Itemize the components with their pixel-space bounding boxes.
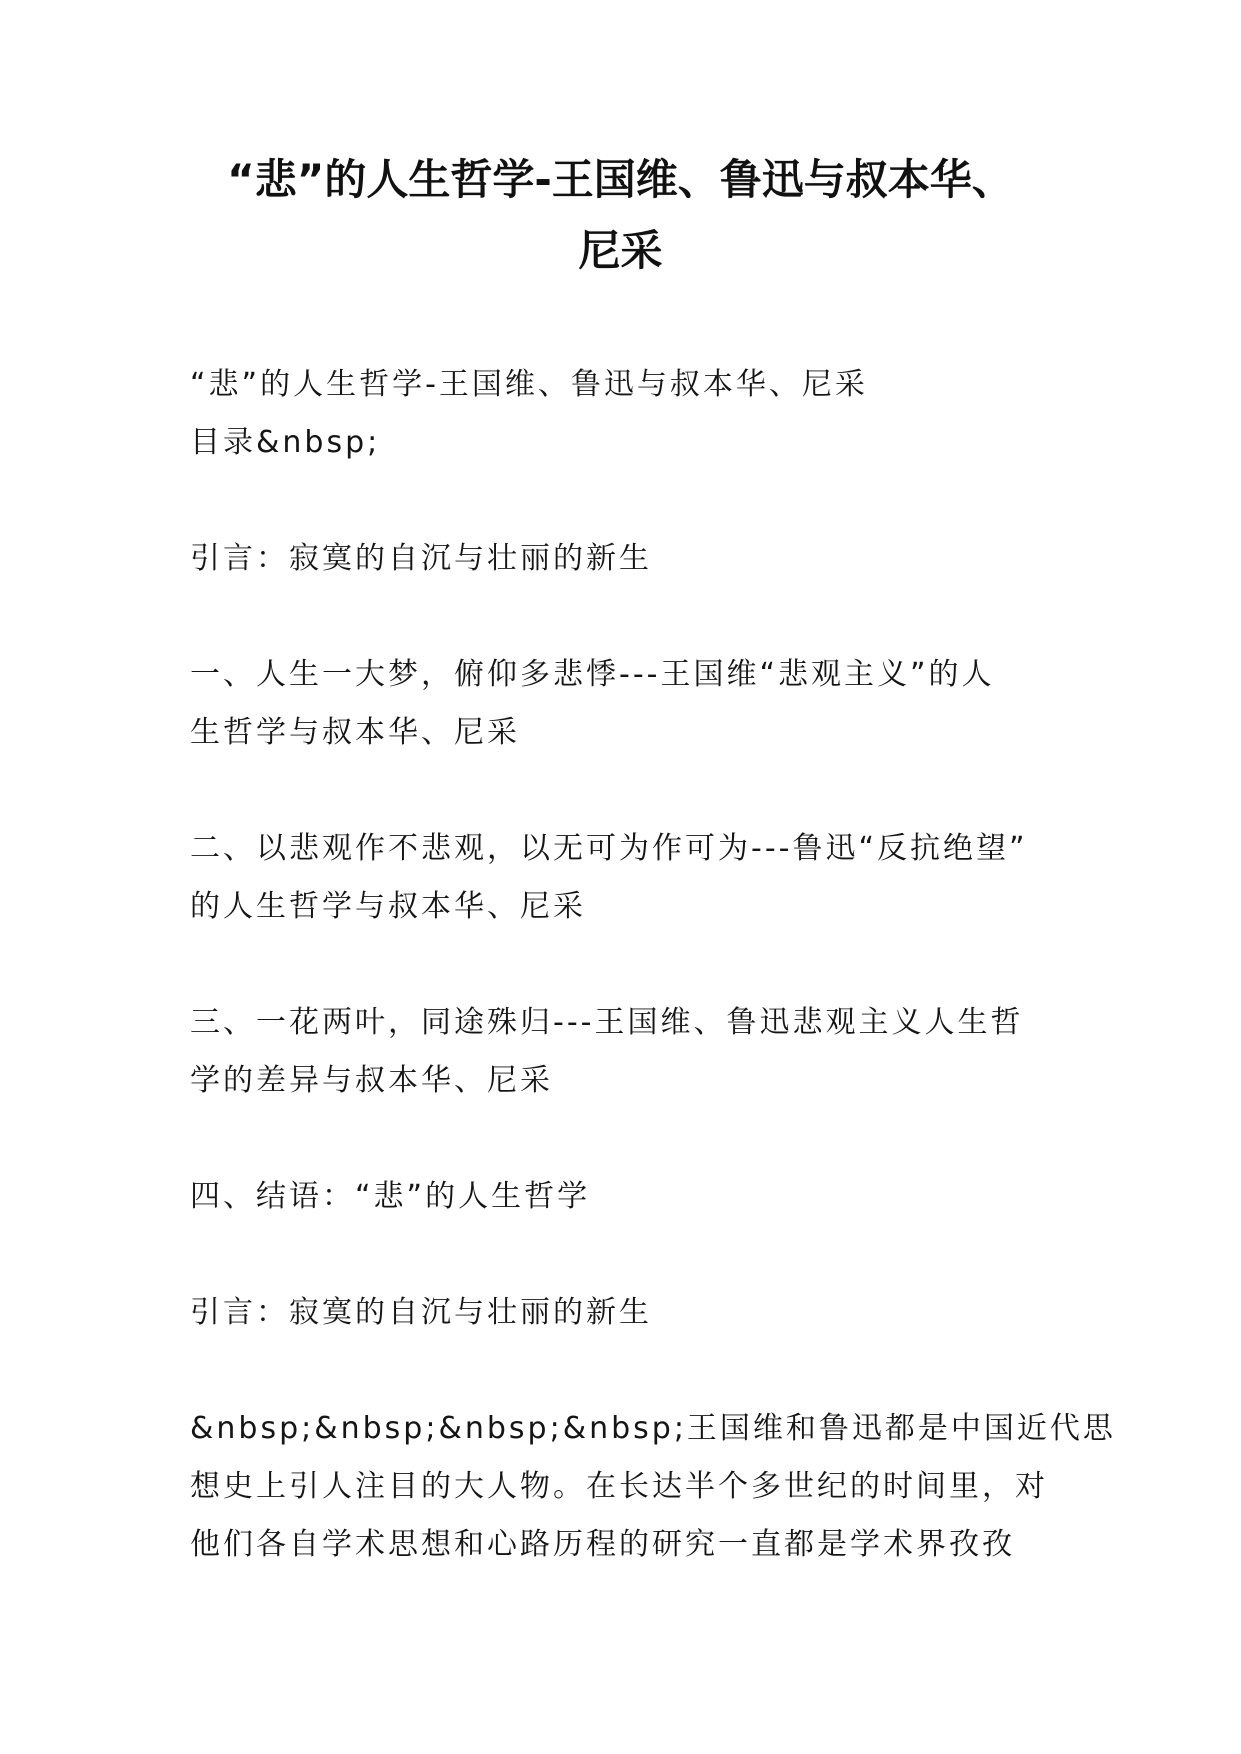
document-title [150, 144, 1091, 286]
spacer [190, 588, 1070, 646]
toc-item-part4: 四、结语：“悲”的人生哲学 [190, 1179, 591, 1214]
toc-item-part1-line: 一、人生一大梦，俯仰多悲悸---王国维“悲观主义”的人 [190, 657, 995, 692]
document-body [190, 356, 1116, 1574]
document-title-line: 尼采 [578, 226, 663, 275]
paragraph-line: 他们各自学术思想和心路历程的研究一直都是学术界孜孜 [190, 1527, 1015, 1562]
document-title-line: “悲”的人生哲学-王国维、鲁迅与叔本华、 [227, 155, 1014, 204]
paragraph-line: 想史上引人注目的大人物。在长达半个多世纪的时间里，对 [190, 1469, 1048, 1504]
spacer [190, 1342, 1070, 1400]
spacer [190, 936, 1070, 994]
spacer [190, 472, 1070, 530]
spacer [190, 1110, 1070, 1168]
paragraph-line: &nbsp;&nbsp;&nbsp;&nbsp;王国维和鲁迅都是中国近代思 [190, 1411, 1116, 1446]
toc-item-part1-line: 生哲学与叔本华、尼采 [190, 715, 520, 750]
toc-item-part3-line: 学的差异与叔本华、尼采 [190, 1063, 553, 1098]
toc-item-part2-line: 二、以悲观作不悲观，以无可为作可为---鲁迅“反抗绝望” [190, 831, 1028, 866]
toc-item-part2-line: 的人生哲学与叔本华、尼采 [190, 889, 586, 924]
spacer [190, 1226, 1070, 1284]
toc-item-intro: 引言：寂寞的自沉与壮丽的新生 [190, 541, 652, 576]
body-heading: “悲”的人生哲学-王国维、鲁迅与叔本华、尼采 [190, 367, 868, 402]
toc-item-part3-line: 三、一花两叶，同途殊归---王国维、鲁迅悲观主义人生哲 [190, 1005, 1024, 1040]
spacer [190, 762, 1070, 820]
toc-label: 目录&nbsp; [190, 425, 381, 460]
section-heading: 引言：寂寞的自沉与壮丽的新生 [190, 1295, 652, 1330]
